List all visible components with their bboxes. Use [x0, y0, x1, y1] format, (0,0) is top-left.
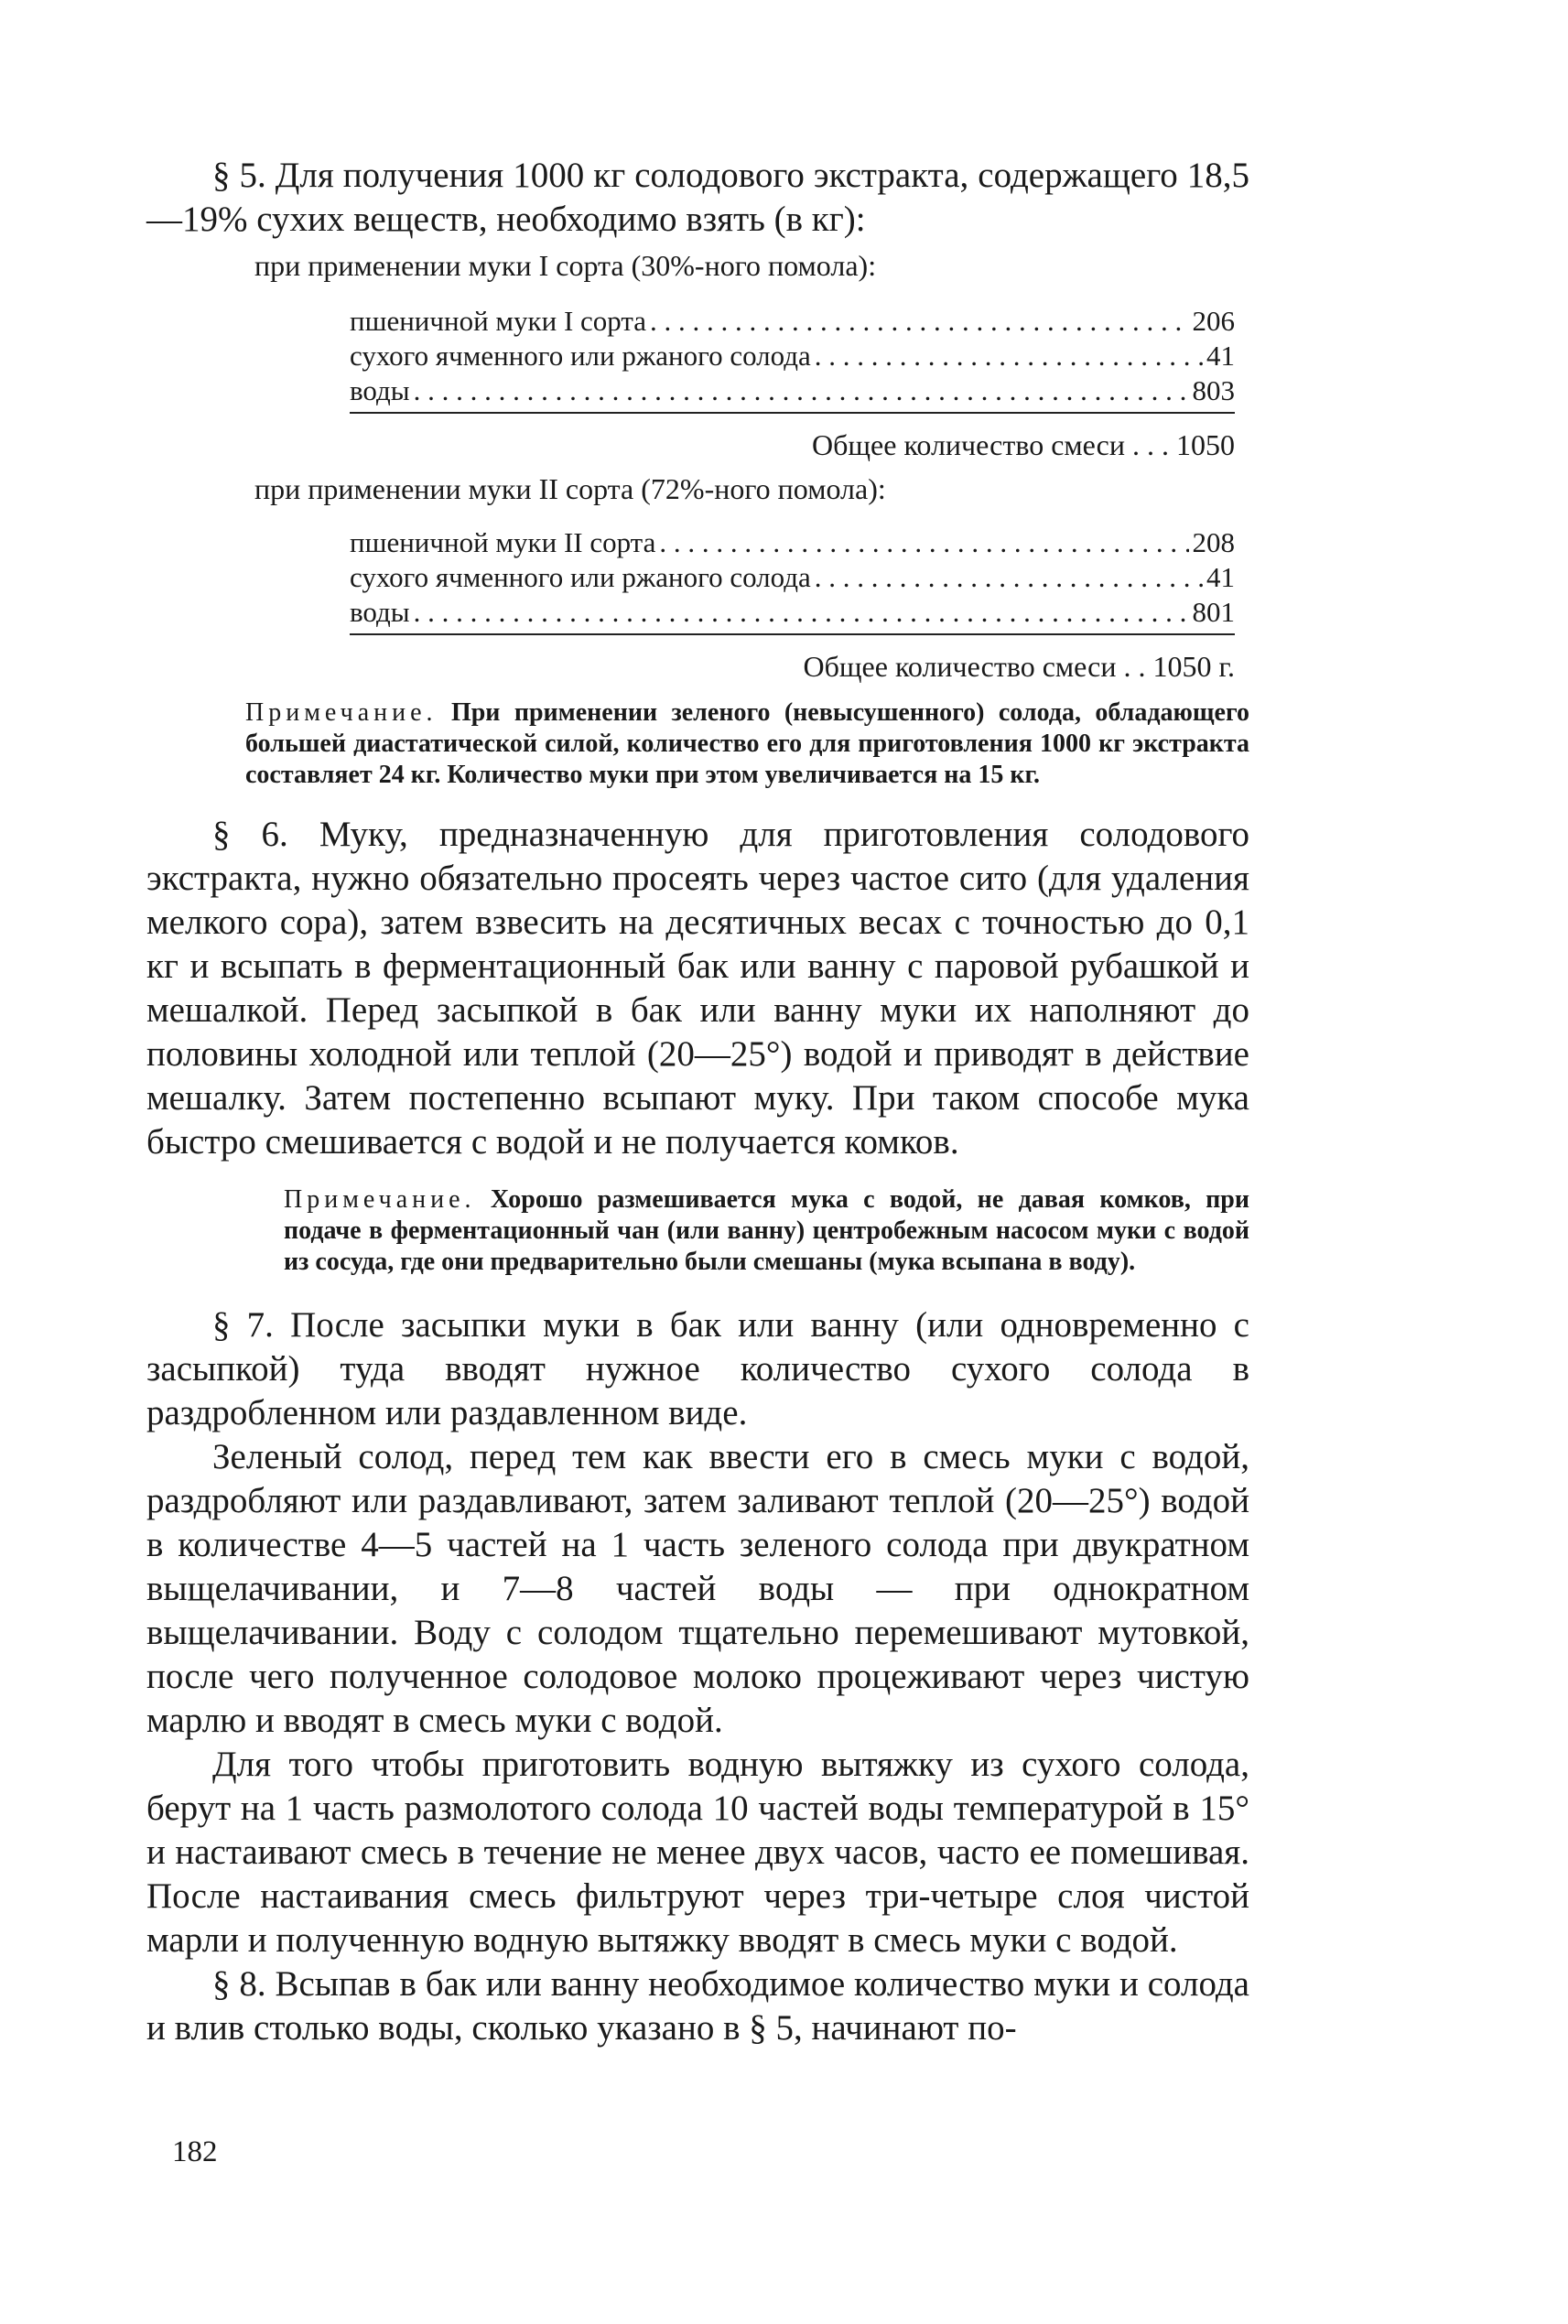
ingredient-row	[350, 560, 1235, 595]
ingredient-list-grade-1	[350, 304, 1235, 408]
ingredient-value: 803	[1192, 374, 1235, 406]
ingredient-label: сухого ячменного или ржаного солода	[350, 561, 811, 593]
flour-grade-2-intro: при применении муки II сорта (72%-ного помола):	[254, 472, 886, 505]
note-mixing	[284, 1184, 1249, 1278]
leader-dots	[414, 595, 1189, 630]
ingredient-value: 41	[1206, 561, 1235, 593]
leader-dots	[815, 560, 1203, 595]
ingredient-row	[350, 373, 1235, 408]
ingredient-label: воды	[350, 596, 410, 628]
total-mixture-grade-2: Общее количество смеси . . 1050 г.	[803, 650, 1235, 683]
sum-rule	[350, 412, 1235, 414]
ingredient-value: 208	[1192, 526, 1235, 558]
section-7-text: § 7. После засыпки муки в бак или ванну (или одновременно с засыпкой) туда вводят нужное количество сухого солода в раздробленном или раздавленном виде.	[146, 1305, 1249, 1432]
leader-dots	[659, 525, 1188, 560]
note-text: Хорошо размешивается мука с водой, не давая комков, при подаче в ферментационный чан (или ванну) центробежным насосом муки с водой из сосуда, где они предварительно были смешаны (мука всыпана в воду).	[284, 1185, 1250, 1276]
leader-dots	[414, 373, 1189, 408]
ingredient-row	[350, 304, 1235, 339]
note-label: Примечание.	[245, 698, 438, 727]
ingredient-value: 206	[1192, 305, 1235, 337]
ingredient-label: пшеничной муки I сорта	[350, 305, 647, 337]
note-green-malt	[245, 697, 1249, 791]
ingredient-list-grade-2	[350, 525, 1235, 630]
leader-dots	[650, 304, 1188, 339]
dry-malt-extract-paragraph: Для того чтобы приготовить водную вытяжку из сухого солода, берут на 1 часть размолотого солода 10 частей воды температурой в 15° и настаивают смесь в течение не менее двух часов, часто ее помешивая. После настаивания смесь фильтруют через три-четыре слоя чистой марли и полученную водную вытяжку вводят в смесь муки с водой.	[146, 1745, 1249, 1960]
note-text: При применении зеленого (невысушенного) солода, обладающего большей диастатической силой, количество его для приготовления 1000 кг экстракта составляет 24 кг. Количество муки при этом увеличивается на 15 кг.	[245, 698, 1249, 789]
ingredient-row	[350, 525, 1235, 560]
page-number: 182	[172, 2135, 218, 2168]
ingredient-row	[350, 595, 1235, 630]
ingredient-label: пшеничной муки II сорта	[350, 526, 656, 558]
ingredient-label: воды	[350, 374, 410, 406]
page-body	[146, 154, 1249, 2050]
leader-dots	[815, 339, 1203, 373]
ingredient-label: сухого ячменного или ржаного солода	[350, 340, 811, 372]
ingredient-row	[350, 339, 1235, 373]
ingredient-value: 801	[1192, 596, 1235, 628]
sum-rule	[350, 633, 1235, 635]
section-8-text: § 8. Всыпав в бак или ванну необходимое количество муки и солода и влив столько воды, сколько указано в § 5, начинают по-	[146, 1964, 1249, 2048]
green-malt-paragraph: Зеленый солод, перед тем как ввести его в смесь муки с водой, раздробляют или раздавливают, затем заливают теплой (20—25°) водой в количестве 4—5 частей на 1 часть зеленого солода при двукратном выщелачивании, и 7—8 частей воды — при однократном выщелачивании. Воду с солодом тщательно перемешивают мутовкой, после чего полученное солодовое молоко процеживают через чистую марлю и вводят в смесь муки с водой.	[146, 1437, 1249, 1740]
note-label: Примечание.	[284, 1185, 476, 1214]
section-5-text: § 5. Для получения 1000 кг солодового экстракта, содержащего 18,5—19% сухих веществ, необходимо взять (в кг):	[146, 156, 1249, 239]
section-6-text: § 6. Муку, предназначенную для приготовления солодового экстракта, нужно обязательно просеять через частое сито (для удаления мелкого сора), затем взвесить на десятичных весах с точностью до 0,1 кг и всыпать в ферментационный бак или ванну с паровой рубашкой и мешалкой. Перед засыпкой в бак или ванну муки их наполняют до половины холодной или теплой (20—25°) водой и приводят в действие мешалку. Затем постепенно всыпают муку. При таком способе мука быстро смешивается с водой и не получается комков.	[146, 815, 1249, 1162]
total-mixture-grade-1: Общее количество смеси . . . 1050	[812, 428, 1235, 461]
flour-grade-1-intro: при применении муки I сорта (30%-ного помола):	[254, 249, 877, 282]
ingredient-value: 41	[1206, 340, 1235, 372]
